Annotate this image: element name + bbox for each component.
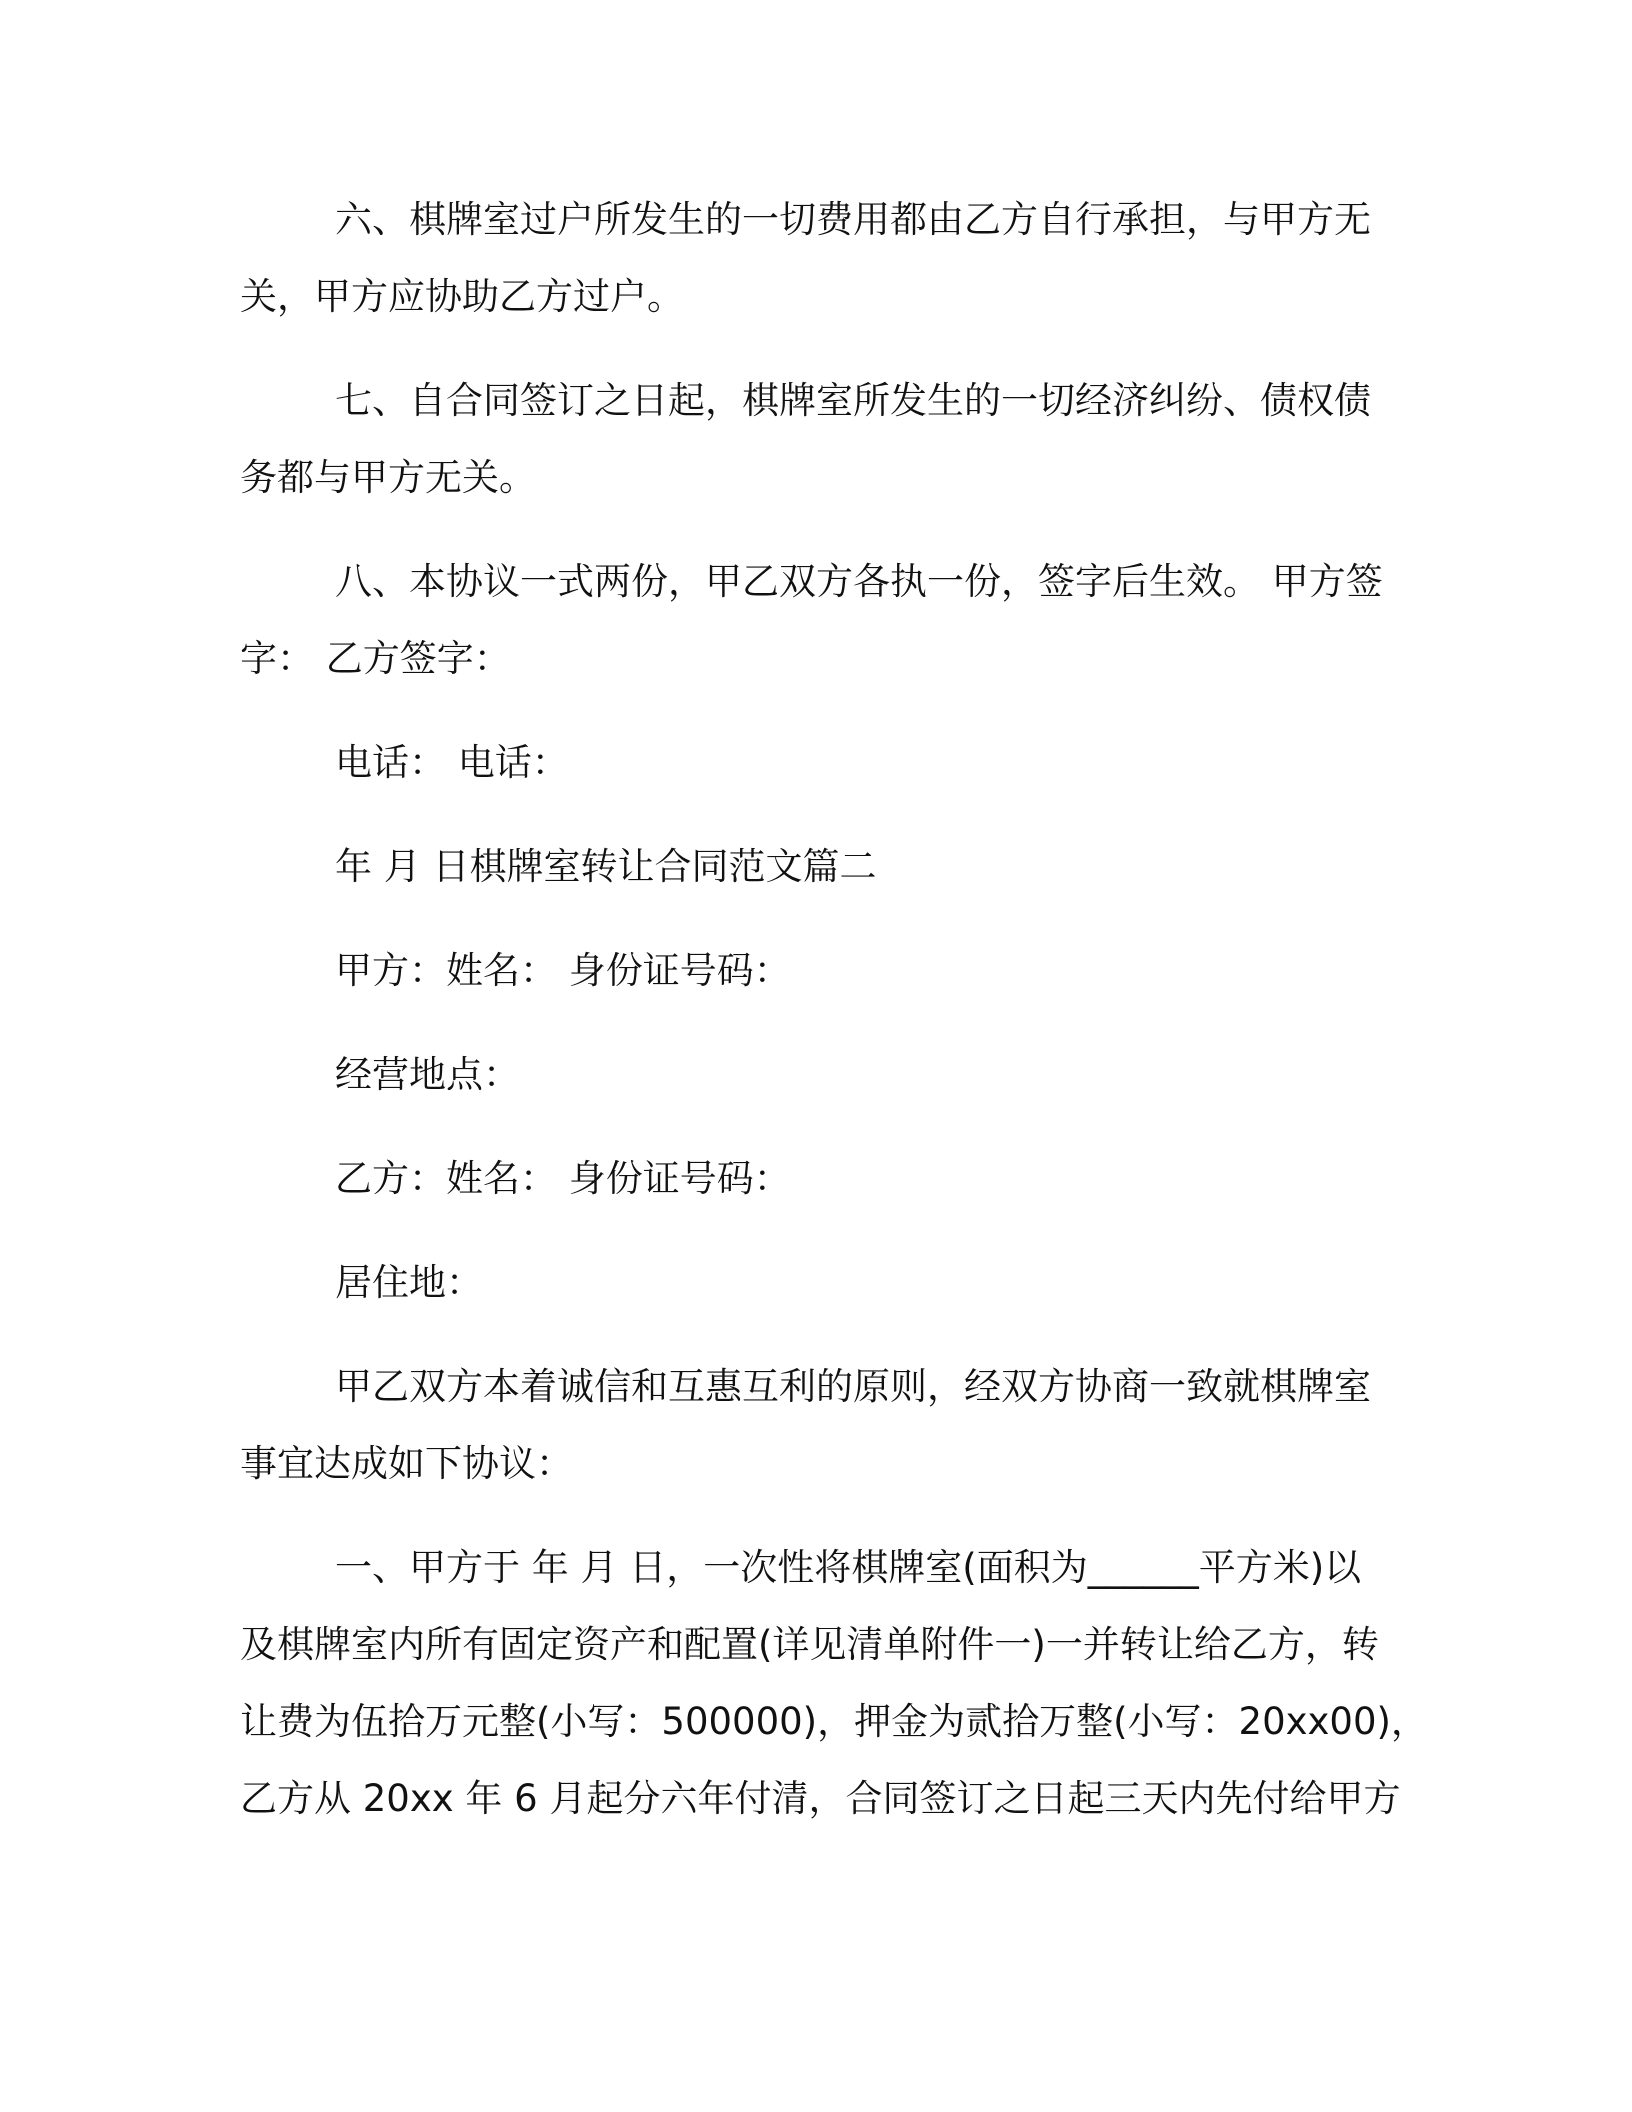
text-line: 及棋牌室内所有固定资产和配置(详见清单附件一)一并转让给乙方，转 xyxy=(240,1623,1379,1666)
text-line: 八、本协议一式两份，甲乙双方各执一份，签字后生效。 甲方签 xyxy=(335,560,1383,603)
text-line: 一、甲方于 年 月 日，一次性将棋牌室(面积为______平方米)以 xyxy=(335,1546,1362,1589)
text-line: 事宜达成如下协议： xyxy=(240,1442,573,1485)
text-line: 甲乙双方本着诚信和互惠互利的原则，经双方协商一致就棋牌室 xyxy=(335,1365,1371,1408)
text-line: 居住地： xyxy=(335,1261,483,1304)
text-line: 关，甲方应协助乙方过户。 xyxy=(240,275,684,318)
text-line: 字： 乙方签字： xyxy=(240,637,511,680)
party-b-line xyxy=(240,1140,1380,1217)
text-line: 乙方：姓名： 身份证号码： xyxy=(335,1157,791,1200)
clause-six xyxy=(240,181,1380,335)
clause-eight xyxy=(240,543,1383,697)
text-line: 七、自合同签订之日起，棋牌室所发生的一切经济纠纷、债权债 xyxy=(335,379,1371,422)
party-a-line xyxy=(240,932,1380,1009)
business-location-line xyxy=(240,1036,1380,1113)
text-line: 乙方从 20xx 年 6 月起分六年付清，合同签订之日起三天内先付给甲方 xyxy=(240,1777,1401,1820)
phone-line xyxy=(240,724,1380,801)
agreement-intro xyxy=(240,1348,1380,1502)
text-line: 务都与甲方无关。 xyxy=(240,456,536,499)
text-line: 让费为伍拾万元整(小写：500000)，押金为贰拾万整(小写：20xx00)， xyxy=(240,1700,1428,1743)
document-body xyxy=(240,181,1428,1837)
text-line: 年 月 日棋牌室转让合同范文篇二 xyxy=(335,845,877,888)
text-line: 六、棋牌室过户所发生的一切费用都由乙方自行承担，与甲方无 xyxy=(335,198,1371,241)
text-line: 电话： 电话： xyxy=(335,741,569,784)
date-title-line xyxy=(240,828,1380,905)
clause-one xyxy=(240,1529,1428,1837)
clause-seven xyxy=(240,362,1380,516)
text-line: 甲方：姓名： 身份证号码： xyxy=(335,949,791,992)
text-line: 经营地点： xyxy=(335,1053,520,1096)
residence-line xyxy=(240,1244,1380,1321)
